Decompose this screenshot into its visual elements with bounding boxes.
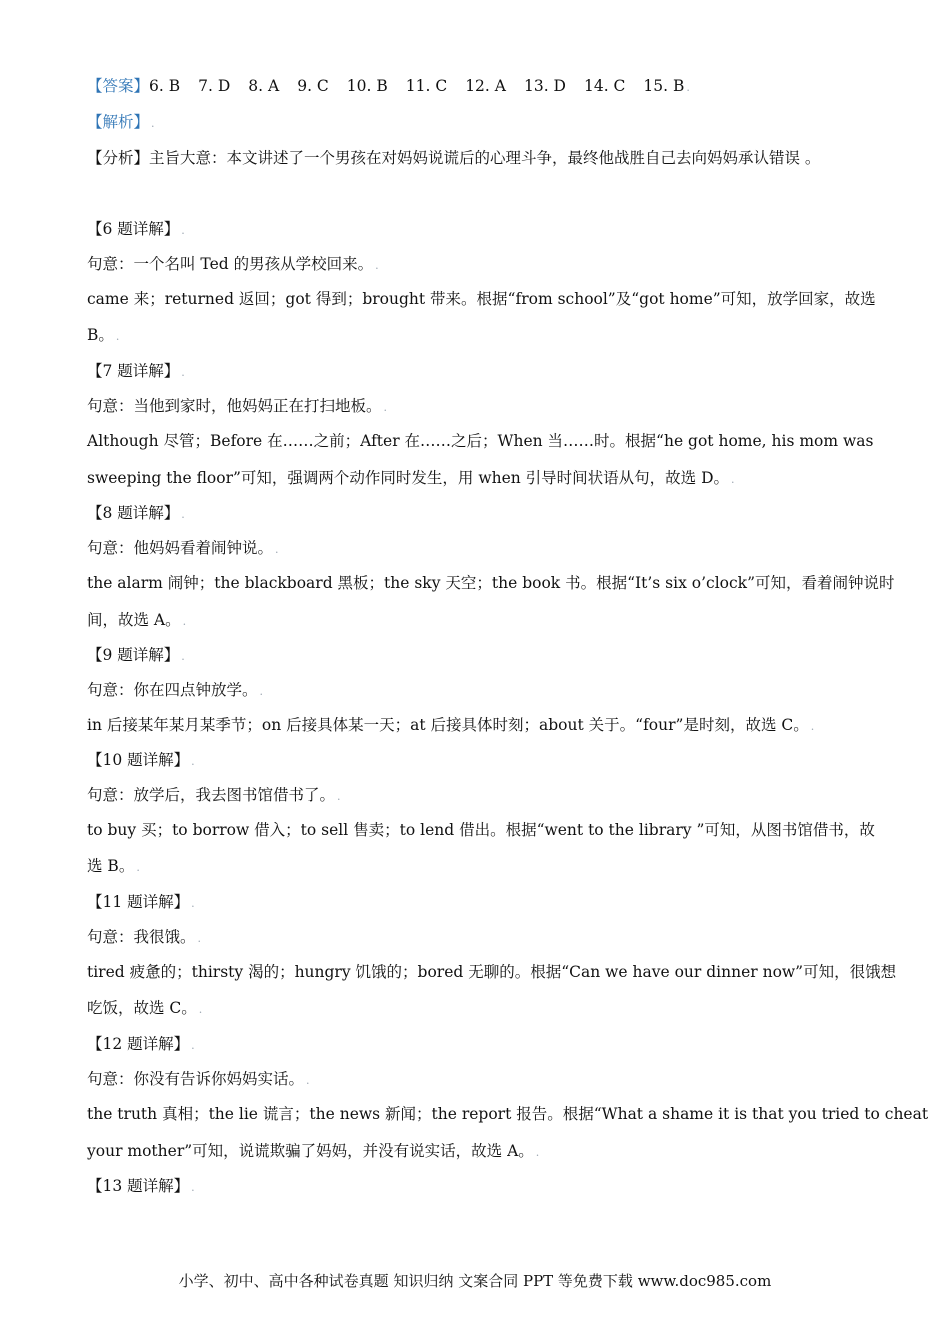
q10-heading: 【10 题详解】 . — [87, 751, 195, 769]
q9-explanation: in 后接某年某月某季节；on 后接具体某一天；at 后接具体时刻；about 关于。“four”是时刻，故选 C。 . — [87, 716, 815, 734]
summary-text: 【分析】主旨大意：本文讲述了一个男孩在对妈妈说谎后的心理斗争，最终他战胜自己去向妈妈承认错误 。 — [87, 149, 821, 167]
q8-heading-text: 【8 题详解】 — [87, 504, 180, 522]
q7-heading-text: 【7 题详解】 — [87, 362, 180, 380]
answer-item: 9. C — [297, 77, 329, 95]
answer-item: 13. D — [523, 77, 566, 95]
q7-explanation-text: Although 尽管；Before 在……之前；After 在……之后；When 当……时。根据“he got home, his mom was — [87, 432, 874, 450]
answer-item: 11. C — [405, 77, 448, 95]
q12-heading: 【12 题详解】 . — [87, 1035, 195, 1053]
q10-explanation-cont: 选 B。 . — [87, 857, 140, 875]
q11-explanation-cont-text: 吃饭，故选 C。 — [87, 999, 197, 1017]
q13-heading-text: 【13 题详解】 — [87, 1177, 190, 1195]
q12-explanation — [87, 1104, 929, 1124]
q11-explanation-text: tired 疲惫的；thirsty 渴的；hungry 饥饿的；bored 无聊的。根据“Can we have our dinner now”可知，很饿想 — [87, 963, 897, 981]
answer-item: 8. A — [248, 77, 280, 95]
q10-explanation — [87, 820, 890, 840]
q7-explanation — [87, 431, 890, 451]
answer-item: 12. A — [465, 77, 506, 95]
answer-label: 【答案】 — [87, 77, 150, 95]
summary — [87, 148, 890, 168]
answer-end-mark: . — [686, 81, 690, 94]
answer-item: 15. B — [643, 77, 685, 95]
q10-explanation-text: to buy 买；to borrow 借入；to sell 售卖；to lend 借出。根据“went to the library ”可知，从图书馆借书，故 — [87, 821, 875, 839]
q12-explanation-text: the truth 真相；the lie 谎言；the news 新闻；the report 报告。根据“What a shame it is that you tried to cheat — [87, 1105, 929, 1123]
q10-meaning: 句意：放学后，我去图书馆借书了。 . — [87, 786, 341, 804]
q8-explanation-cont-text: 间，故选 A。 — [87, 611, 181, 629]
q6-explanation-cont-text: B。 — [87, 326, 114, 344]
q9-heading-text: 【9 题详解】 — [87, 646, 180, 664]
q12-meaning-text: 句意：你没有告诉你妈妈实话。 — [87, 1070, 305, 1088]
q9-meaning: 句意：你在四点钟放学。 . — [87, 681, 264, 699]
q8-explanation-cont: 间，故选 A。 . — [87, 611, 187, 629]
q6-explanation-text: came 来；returned 返回；got 得到；brought 带来。根据“from school”及“got home”可知，放学回家，故选 — [87, 290, 876, 308]
q7-heading: 【7 题详解】 . — [87, 362, 185, 380]
q6-explanation-cont: B。 . — [87, 326, 120, 344]
q11-meaning: 句意：我很饿。 . — [87, 928, 202, 946]
q11-explanation — [87, 962, 897, 982]
q6-heading-text: 【6 题详解】 — [87, 220, 180, 238]
q7-meaning: 句意：当他到家时，他妈妈正在打扫地板。 . — [87, 397, 388, 415]
q12-meaning: 句意：你没有告诉你妈妈实话。 . — [87, 1070, 310, 1088]
q7-explanation-cont-text: sweeping the floor”可知，强调两个动作同时发生，用 when 引导时间状语从句，故选 D。 — [87, 469, 730, 487]
q6-heading: 【6 题详解】 . — [87, 220, 185, 238]
answer-item: 14. C — [583, 77, 626, 95]
q6-explanation — [87, 289, 890, 309]
q10-explanation-cont-text: 选 B。 — [87, 857, 135, 875]
page-footer: 小学、初中、高中各种试卷真题 知识归纳 文案合同 PPT 等免费下载 www.doc985.com — [178, 1272, 772, 1290]
answer-item: 6. B — [149, 77, 181, 95]
analysis-label: 【解析】 — [87, 113, 150, 131]
q9-meaning-text: 句意：你在四点钟放学。 — [87, 681, 258, 699]
q6-meaning: 句意：一个名叫 Ted 的男孩从学校回来。 . — [87, 255, 379, 273]
q12-explanation-cont: your mother”可知，说谎欺骗了妈妈，并没有说实话，故选 A。 . — [87, 1142, 540, 1160]
analysis-label-line: 【解析】 . — [87, 113, 155, 131]
q9-heading: 【9 题详解】 . — [87, 646, 185, 664]
answer-line — [87, 76, 890, 98]
q8-meaning-text: 句意：他妈妈看着闹钟说。 — [87, 539, 274, 557]
q6-meaning-text: 句意：一个名叫 Ted 的男孩从学校回来。 — [87, 255, 374, 273]
answer-item: 7. D — [198, 77, 231, 95]
q7-meaning-text: 句意：当他到家时，他妈妈正在打扫地板。 — [87, 397, 382, 415]
answer-item: 10. B — [346, 77, 388, 95]
q9-explanation-text: in 后接某年某月某季节；on 后接具体某一天；at 后接具体时刻；about 关于。“four”是时刻，故选 C。 — [87, 716, 809, 734]
q13-heading: 【13 题详解】 . — [87, 1177, 195, 1195]
q11-heading-text: 【11 题详解】 — [87, 893, 190, 911]
q8-explanation-text: the alarm 闹钟；the blackboard 黑板；the sky 天空；the book 书。根据“It’s six o’clock”可知，看着闹钟说时 — [87, 574, 895, 592]
q8-heading: 【8 题详解】 . — [87, 504, 185, 522]
q10-meaning-text: 句意：放学后，我去图书馆借书了。 — [87, 786, 336, 804]
q8-explanation — [87, 573, 895, 593]
q7-explanation-cont: sweeping the floor”可知，强调两个动作同时发生，用 when 引导时间状语从句，故选 D。 . — [87, 469, 735, 487]
q11-explanation-cont: 吃饭，故选 C。 . — [87, 999, 203, 1017]
q12-heading-text: 【12 题详解】 — [87, 1035, 190, 1053]
q10-heading-text: 【10 题详解】 — [87, 751, 190, 769]
q12-explanation-cont-text: your mother”可知，说谎欺骗了妈妈，并没有说实话，故选 A。 — [87, 1142, 534, 1160]
q11-meaning-text: 句意：我很饿。 — [87, 928, 196, 946]
q8-meaning: 句意：他妈妈看着闹钟说。 . — [87, 539, 279, 557]
q11-heading: 【11 题详解】 . — [87, 893, 195, 911]
